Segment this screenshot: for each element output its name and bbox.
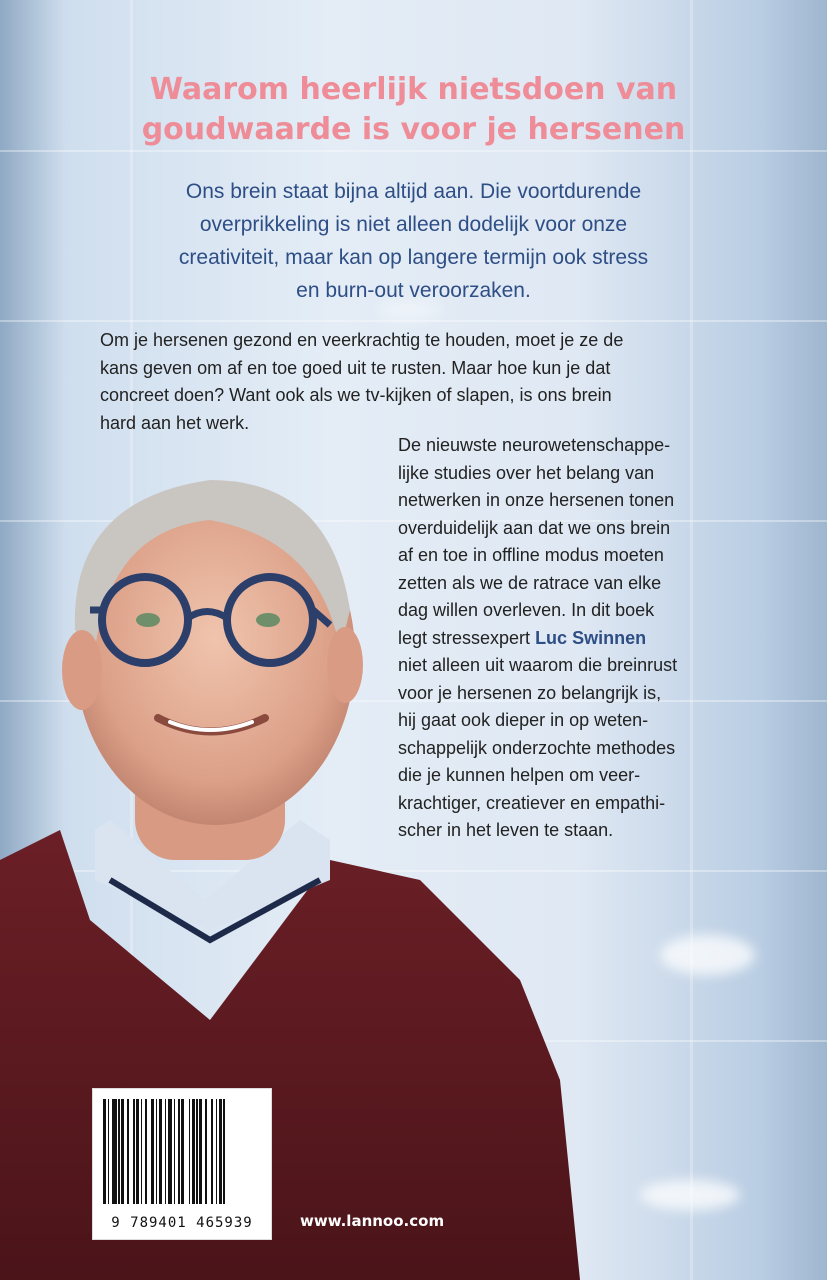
- paragraph-line: af en toe in offline modus moeten: [398, 545, 664, 565]
- body-paragraph-1: [100, 327, 623, 437]
- headline-line: Waarom heerlijk nietsdoen van: [149, 72, 678, 107]
- headline-line: goudwaarde is voor je hersenen: [141, 112, 686, 147]
- paragraph-line: die je kunnen helpen om veer-: [398, 765, 641, 785]
- intro-line: en burn-out veroorzaken.: [296, 279, 531, 302]
- paragraph-line: kans geven om af en toe goed uit te rusten. Maar hoe kun je dat: [100, 357, 611, 378]
- paragraph-line: zetten als we de ratrace van elke: [398, 572, 662, 593]
- isbn-barcode: [92, 1088, 272, 1240]
- paragraph-line: dag willen overleven. In dit boek: [398, 600, 655, 620]
- intro-line: creativiteit, maar kan op langere termijn ook stress: [178, 246, 649, 269]
- paragraph-line: niet alleen uit waarom die breinrust: [398, 655, 678, 675]
- paragraph-line: Om je hersenen gezond en veerkrachtig te houden, moet je ze de: [100, 330, 624, 350]
- paragraph-line: De nieuwste neurowetenschappe-: [398, 435, 671, 455]
- paragraph-line: overduidelijk aan dat we ons brein: [398, 517, 671, 538]
- intro-line: Ons brein staat bijna altijd aan. Die voortdurende: [185, 180, 642, 203]
- body-paragraph-2: [398, 432, 677, 845]
- intro-text: [0, 175, 827, 307]
- publisher-website: www.lannoo.com: [300, 1212, 445, 1230]
- paragraph-line: [398, 625, 677, 653]
- paragraph-line: lijke studies over het belang van: [398, 462, 655, 483]
- paragraph-line: schappelijk onderzochte methodes: [398, 737, 676, 758]
- author-name: Luc Swinnen: [535, 627, 647, 648]
- headline: [0, 70, 827, 150]
- paragraph-line: krachtiger, creatiever en empathi-: [398, 792, 666, 813]
- paragraph-line: voor je hersenen zo belangrijk is,: [398, 682, 662, 703]
- barcode-bar: [225, 1099, 228, 1204]
- paragraph-line: netwerken in onze hersenen tonen: [398, 490, 675, 510]
- paragraph-line: concreet doen? Want ook als we tv-kijken of slapen, is ons brein: [100, 385, 612, 405]
- paragraph-text: legt stressexpert: [398, 627, 536, 648]
- paragraph-line: hard aan het werk.: [100, 412, 250, 433]
- barcode-bars: [103, 1099, 261, 1204]
- paragraph-line: hij gaat ook dieper in op weten-: [398, 710, 649, 730]
- intro-line: overprikkeling is niet alleen dodelijk voor onze: [199, 213, 628, 236]
- isbn-number: 9 789401 465939: [111, 1215, 253, 1231]
- paragraph-line: scher in het leven te staan.: [398, 820, 614, 840]
